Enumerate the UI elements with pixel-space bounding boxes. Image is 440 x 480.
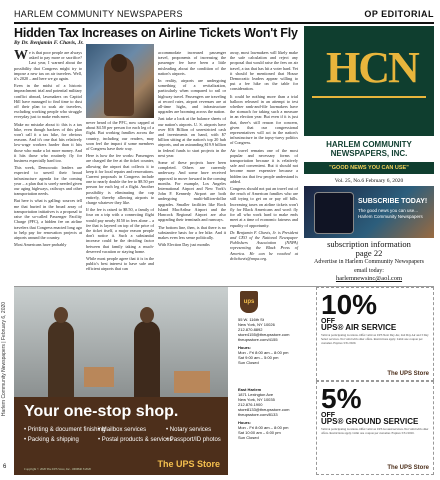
worker-head bbox=[140, 307, 154, 323]
loc-email[interactable]: store4155@theupsstore.com bbox=[238, 332, 290, 337]
worker-head bbox=[54, 307, 68, 323]
article-photo bbox=[86, 44, 154, 118]
loc-line: 55 W. 116th St bbox=[238, 317, 264, 322]
advertise-line: Advertise in Harlem Community Newspapers bbox=[314, 259, 424, 265]
page-header bbox=[14, 9, 434, 21]
publication-name: HARLEM COMMUNITY NEWSPAPERS bbox=[14, 9, 183, 19]
loc-web[interactable]: theupsstore.com/4155 bbox=[238, 337, 278, 342]
coupon-fine: Valid at participating locations. Offer valid on UPS Ground services. Not valid with other offers. Restrictions apply. Limit one coupon per customer. Expires 3/31/2020. bbox=[321, 427, 429, 435]
hours-line: Sun Closed bbox=[238, 360, 259, 365]
volume-line: Vol. 25, No.6 February 6, 2020 bbox=[334, 178, 404, 184]
phone-image bbox=[314, 192, 354, 234]
article-byline: By Dr. Benjamin F. Chavis, Jr. bbox=[14, 40, 84, 46]
coupon-brand: The UPS Store bbox=[387, 465, 429, 471]
coupon-title: UPS® GROUND SERVICE bbox=[321, 417, 419, 426]
paragraph: e is that poor people are always asked to pay more or sacrifice? Last year, I warned about the possibility that Congress might try to impose a new tax on air travelers. Well, it's 2020 – and here we go again. bbox=[14, 50, 82, 82]
ups-shield-icon: ups bbox=[240, 291, 258, 313]
paragraph: Even in the midst of a historic impeachment trial and potential military conflict abroad, lawmakers on Capitol Hill have managed to find time to dust off their plan to soak air travelers, excluding working people who struggle everyday just to make ends meet. bbox=[14, 83, 82, 120]
location-2 bbox=[238, 387, 314, 440]
author-bio: Dr. Benjamin F. Chavis, Jr. is President and CEO of the National Newspaper Publishers Association (NNPA) representing the Black Press of America. He can be reached at dr.bchavis@nnpa.org. bbox=[230, 229, 298, 261]
subscribe-title: SUBSCRIBE TODAY! bbox=[358, 198, 428, 205]
service-item: • Notary services bbox=[166, 427, 212, 433]
subscribe-banner[interactable] bbox=[304, 186, 434, 238]
paragraph: Just take a look at the balance sheets of our nation's airports. U. S. airports have over $16 Billion of unrestricted cash and investments on hand, with $7 billion sitting at the nation's top 20 hub airports, and an astounding $19.9 billion in federal funds to start projects in the next year. bbox=[158, 116, 226, 158]
service-item: • Postal products & services bbox=[98, 437, 173, 443]
subscription-info bbox=[304, 240, 434, 282]
subscription-label: subscription information bbox=[327, 239, 411, 249]
hours-line: Sun Closed bbox=[238, 435, 259, 440]
paragraph: Congress should not put an travel out of the reach of American families who are still trying to get on or pay off bills. Increasing taxes on airline tickets won't fly for Black Americans and won't fly for all who work hard to make ends meet at a time of economic fairness and equality of opportunity. bbox=[230, 186, 298, 228]
paragraph: Air travel remains one of the most popular and necessary forms of transportation because it is relatively safe and convenient. But it should not become more expensive because a hidden tax that few people understand is added. bbox=[230, 147, 298, 184]
masthead-name-line2: NEWSPAPERS, INC. bbox=[330, 149, 408, 158]
loc-label: East Harlem bbox=[238, 387, 262, 392]
section-name: OP EDITORIAL bbox=[364, 9, 434, 19]
paragraph: This week, Democratic leaders are expected to unveil their broad infrastructure agenda for the coming year – a plan that is sorely needed given our aging highways, railways and other transportation needs. bbox=[14, 165, 82, 197]
ups-advertisement bbox=[14, 286, 434, 474]
ups-cta-panel bbox=[14, 397, 228, 475]
loc-line: 1871 Lexington Ave bbox=[238, 392, 274, 397]
services-left bbox=[24, 425, 105, 445]
hours-line: Sat 9:00 am – 5:00 pm bbox=[238, 355, 279, 360]
paragraph: Most Americans have probably bbox=[14, 242, 67, 248]
paragraph: away, most lawmakers will likely make the safe calculation and reject any proposal that would raise the fees on air travel, a tax that has hit a voter hard. Yet it should be mentioned that House Democratic leaders appear willing to put a fee hike on the table for consideration. bbox=[230, 50, 298, 92]
ups-store-brand: The UPS Store bbox=[157, 459, 220, 469]
paragraph: Here is how the fee works: Passengers are charged the fee at the ticket counter, allowing the airport that collects it to keep it for local repairs and renovations. Current proposals in Congress include one to nearly double the fee to $8.50 per person for each leg of a flight. Another possibility is eliminating the cap entirely, thereby allowing airports to charge whatever they like. bbox=[86, 153, 154, 206]
hours-label: Hours: bbox=[238, 420, 251, 425]
paragraph: Some of these projects have been completed. Others are currently underway. And some have received approval to move forward in the coming months. For example, Los Angeles International Airport and New York's John F. Kennedy Airport are both undergoing multi-billion-dollar upgrades. Smaller facilities like Rock Island MacArthur Airport and the Hancock Regional Airport are also upgrading their terminals and runways. bbox=[158, 160, 226, 223]
loc-web[interactable]: theupsstore.com/8133 bbox=[238, 412, 278, 417]
paragraph: accommodate increased passenger travel, proponents of increasing the passenger fee have been a little misleading about the condition of the nation's airports. bbox=[158, 50, 226, 76]
services-right bbox=[166, 425, 221, 445]
hours-label: Hours: bbox=[238, 345, 251, 350]
logo-bar bbox=[312, 96, 426, 98]
hcn-logo: HCN bbox=[326, 43, 418, 92]
location-1 bbox=[238, 317, 314, 365]
article-headline: Hidden Tax Increases on Airline Tickets Won't Fly bbox=[14, 26, 298, 40]
coupon-title: UPS® AIR SERVICE bbox=[321, 323, 397, 332]
coupon-fine: Valid at participating locations. Offer valid on UPS Next Day Air, 2nd Day Air and 3 Day Select services. Not valid with other offers. Restrictions apply. Limit one coupon per customer. Expires 3/31/2020. bbox=[321, 333, 429, 345]
ups-store-photo bbox=[14, 287, 228, 397]
hours-line: Mon - Fri 8:00 am – 8:00 pm bbox=[238, 425, 289, 430]
ups-headline: Your one-stop shop. bbox=[24, 403, 179, 420]
paragraph: While most people agree that it is in the public's best interest to have safe and efficient airports that can bbox=[86, 256, 154, 272]
email-label: email today: bbox=[354, 268, 384, 274]
page-number: 6 bbox=[3, 464, 7, 470]
service-item: • Packing & shipping bbox=[24, 437, 79, 443]
coupon-ground[interactable] bbox=[316, 381, 434, 475]
services-mid bbox=[98, 425, 172, 445]
article-column-2 bbox=[86, 120, 154, 274]
masthead-name bbox=[306, 140, 432, 158]
coupon-brand: The UPS Store bbox=[387, 371, 429, 377]
coupon-off: OFF bbox=[321, 412, 335, 419]
paragraph: never heard of the PFC, now capped at about $4.50 per person for each leg of a flight. But working families across the country, including our readers, may soon feel the impact if some members of Congress have their way. bbox=[86, 120, 154, 152]
paragraph: It could be nothing more than a trial balloon released in an attempt to test whether rank-and-file lawmakers have the stomach for taking such a measure in an election year. But even if it is just that, there's still reason for concern, given that our congressional representatives will act in the nation's infrastructure in the topsy-turvy politics of Congress. bbox=[230, 93, 298, 146]
subscribe-subtitle: The good news you can use... Harlem Community Newspapers bbox=[358, 208, 423, 219]
package-box bbox=[174, 371, 210, 393]
subscription-page: page 22 bbox=[355, 248, 383, 258]
service-item: • Mailbox services bbox=[98, 427, 147, 433]
loc-line: New York, NY 10035 bbox=[238, 397, 275, 402]
store-worker bbox=[48, 321, 74, 397]
hcn-logo-box bbox=[304, 26, 434, 136]
hours-line: Sat 10:00 am – 6:00 pm bbox=[238, 430, 281, 435]
loc-email[interactable]: store8133@theupsstore.com bbox=[238, 407, 290, 412]
loc-phone: 212.876.1900 bbox=[238, 402, 263, 407]
header-rule bbox=[14, 22, 434, 24]
paragraph: But here is what is galling: sources tell me that buried in the broad array of transportation initiatives is a proposal to raise the so-called Passenger Facility Charge (PFC), a hidden fee on airline travelers that Congress enacted long ago to help pay for renovation projects at airports around the country. bbox=[14, 198, 82, 240]
paragraph: The bottom line, then, is that there is no substantive basis for a fee hike. And it makes even less sense politically. bbox=[158, 224, 226, 240]
hours-line: Mon - Fri 8:00 am – 8:00 pm bbox=[238, 350, 289, 355]
paragraph: If the fee is raised to $8.50, a family of four on a trip with a connecting flight would pay nearly $150 in fees alone – a fee that is layered on top of the price of the ticket itself, a major reason people don't notice it. Such a substantial increase could be the deciding factor between that family taking a much-deserved vacation or staying home. bbox=[86, 207, 154, 254]
slogan-bar: "GOOD NEWS YOU CAN USE" bbox=[304, 162, 434, 174]
masthead-name-line1: HARLEM COMMUNITY bbox=[326, 140, 412, 149]
loc-phone: 212.870.8892 bbox=[238, 327, 263, 332]
paragraph: With Election Day just months bbox=[158, 242, 210, 248]
coupon-air[interactable] bbox=[316, 287, 434, 381]
coupon-percent: 5% bbox=[321, 383, 362, 414]
paragraph: In reality, airports are undergoing something of a revitalization, particularly when compared to rail or highway travel. Passengers are traveling at record rates, airport revenues are at all-time highs, and infrastructure upgrades are booming across the nation. bbox=[158, 78, 226, 115]
article-column-3 bbox=[158, 50, 226, 249]
store-worker bbox=[134, 321, 160, 397]
paragraph: Make no mistake about it: this is a tax hike, even though backers of this plan won't call it a tax hike, for obvious reasons. And it's one that hits relatively low-wage workers harder than it hits those who make a lot more money. And it hits those who routinely fly for business especially hard too. bbox=[14, 121, 82, 164]
ups-main-panel bbox=[14, 287, 228, 475]
coupon-off: OFF bbox=[321, 318, 335, 325]
vertical-footer: Harlem Community Newspapers | February 6, 2020 bbox=[1, 301, 7, 417]
coupon-percent: 10% bbox=[321, 289, 378, 320]
sidebar bbox=[0, 0, 12, 480]
loc-line: New York, NY 10026 bbox=[238, 322, 275, 327]
package-box bbox=[84, 367, 114, 387]
photo-person-head bbox=[111, 54, 127, 72]
article-column-4 bbox=[230, 50, 298, 263]
ups-fine-print: Copyright © 2020 The UPS Store, Inc. 1000840 3/2020 bbox=[24, 467, 92, 471]
service-item: • Printing & document finishing bbox=[24, 427, 106, 433]
dropcap: W bbox=[14, 48, 28, 63]
ups-locations bbox=[232, 287, 314, 475]
service-item: • Passport/ID photos bbox=[166, 437, 221, 443]
article-column-1 bbox=[14, 50, 82, 249]
email-link[interactable]: harlemnewsinc@aol.com bbox=[335, 275, 403, 282]
